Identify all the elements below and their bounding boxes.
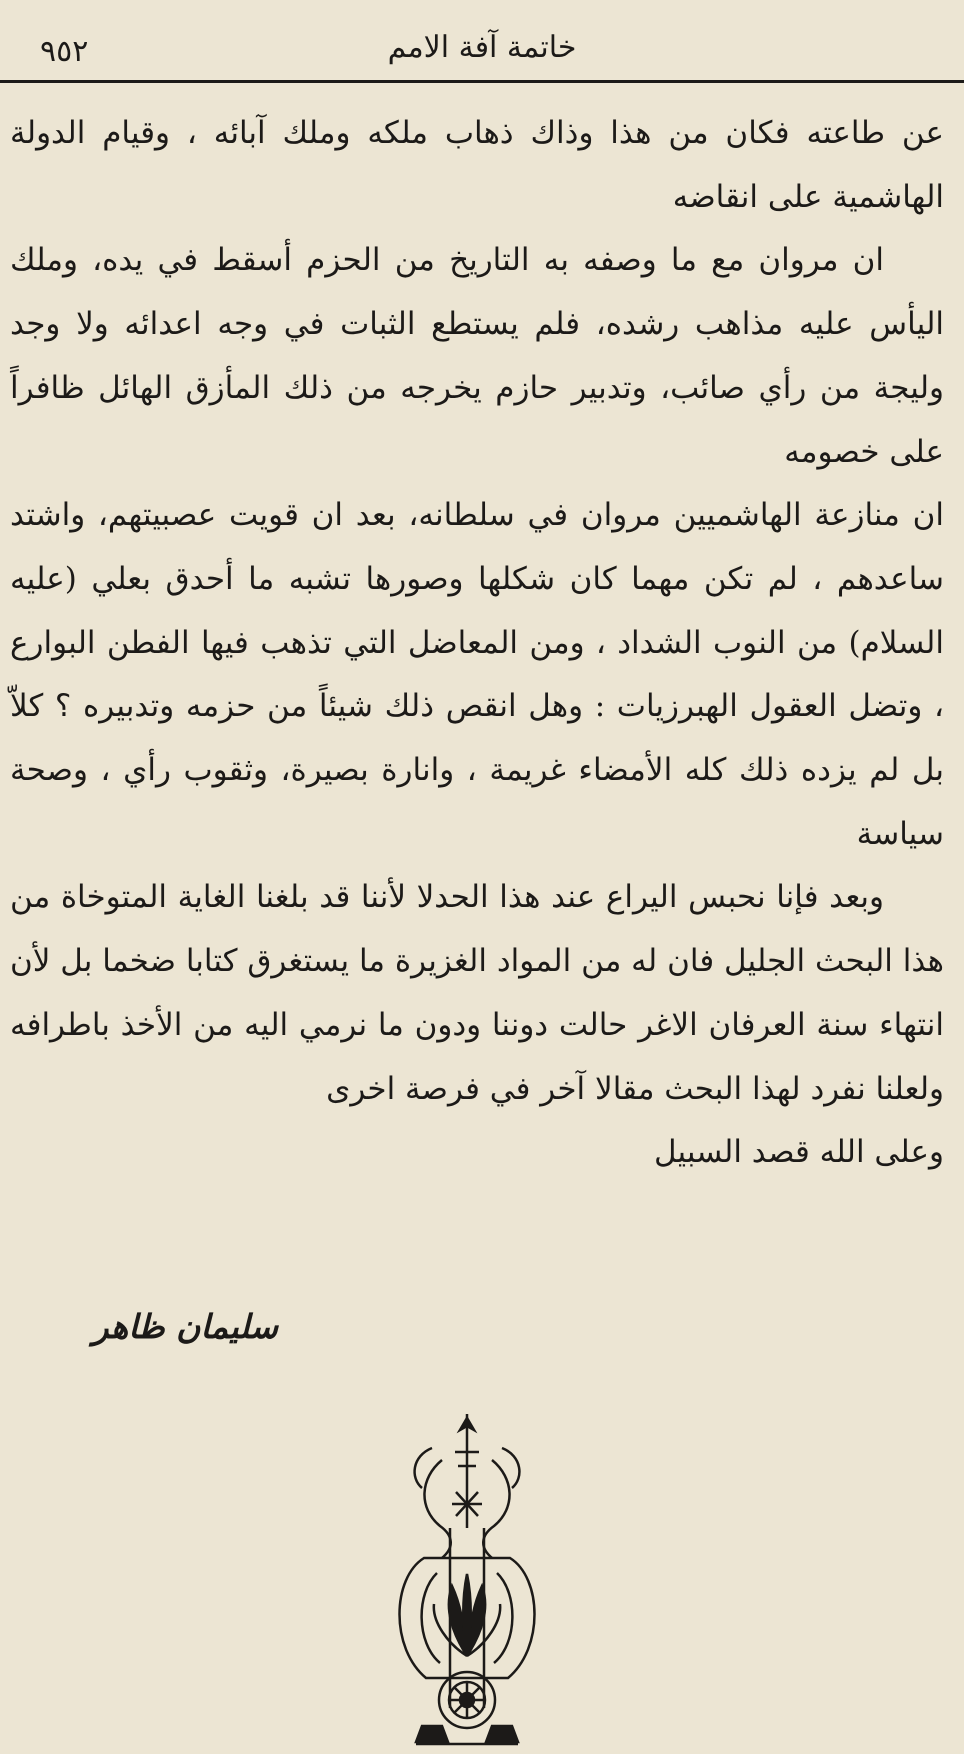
paragraph: وبعد فإنا نحبس اليراع عند هذا الحدلا لأننا قد بلغنا الغاية المتوخاة من هذا البحث الجليل فان له من المواد الغزيرة ما يستغرق كتابا ضخما بل لأن انتهاء سنة العرفان الاغر حالت دوننا ودون ما نرمي اليه من الأخذ باطرافه ولعلنا نفرد لهذا البحث مقالا آخر في فرصة اخرى [10,879,944,1107]
running-title: خاتمة آفة الامم [387,30,577,65]
page-number: ٩٥٢ [40,34,89,69]
paragraph: ان مروان مع ما وصفه به التاريخ من الحزم أسقط في يده، وملك اليأس عليه مذاهب رشده، فلم يستطع الثبات في وجه اعدائه ولا وجد وليجة من رأي صائب، وتدبير حازم يخرجه من ذلك المأزق الهائل ظافراً على خصومه [10,242,944,470]
decorative-ornament-icon [382,1408,552,1748]
author-signature: سليمان ظاهر [92,1307,278,1346]
page-header [0,0,964,86]
header-rule [0,80,964,83]
closing-line: وعلى الله قصد السبيل [654,1134,944,1171]
paragraph: عن طاعته فكان من هذا وذاك ذهاب ملكه وملك آبائه ، وقيام الدولة الهاشمية على انقاضه [10,115,944,215]
article-body [10,102,944,1185]
paragraph: ان منازعة الهاشميين مروان في سلطانه، بعد ان قويت عصبيتهم، واشتد ساعدهم ، لم تكن مهما كان شكلها وصورها تشبه ما أحدق بعلي (عليه السلام) من النوب الشداد ، ومن المعاضل التي تذهب فيها الفطن البوارع ، وتضل العقول الهبرزيات : وهل انقص ذلك شيئاً من حزمه وتدبيره ؟ كلاّ بل لم يزده ذلك كله الأمضاء غريمة ، وانارة بصيرة، وثقوب رأي ، وصحة سياسة [10,497,944,852]
